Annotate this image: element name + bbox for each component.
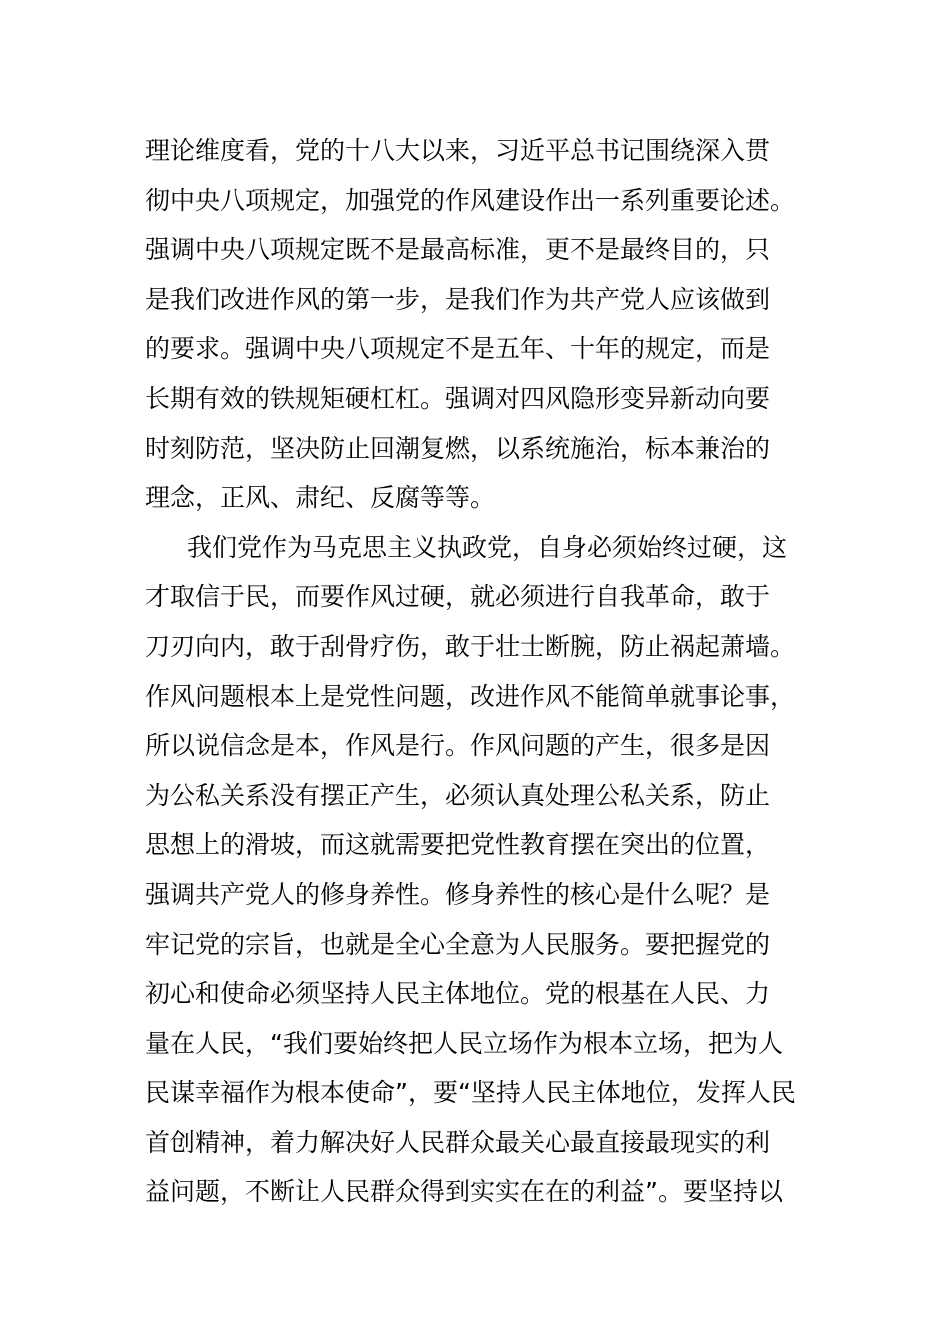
text-line: 理念，正风、肃纪、反腐等等。 bbox=[145, 483, 496, 513]
text-line: 刀刃向内，敢于刮骨疗伤，敢于壮士断腕，防止祸起萧墙。 bbox=[145, 631, 796, 661]
text-line: 强调中央八项规定既不是最高标准，更不是最终目的，只 bbox=[145, 235, 771, 265]
text-line: 强调共产党人的修身养性。修身养性的核心是什么呢？是 bbox=[145, 879, 771, 909]
text-line: 量在人民，“我们要始终把人民立场作为根本立场，把为人 bbox=[145, 1028, 783, 1058]
text-line: 思想上的滑坡，而这就需要把党性教育摆在突出的位置， bbox=[145, 830, 771, 860]
text-line: 长期有效的铁规矩硬杠杠。强调对四风隐形变异新动向要 bbox=[145, 383, 771, 413]
text-line: 牢记党的宗旨，也就是全心全意为人民服务。要把握党的 bbox=[145, 929, 771, 959]
text-line: 彻中央八项规定，加强党的作风建设作出一系列重要论述。 bbox=[145, 185, 796, 215]
text-line: 民谋幸福作为根本使命”，要“坚持人民主体地位，发挥人民 bbox=[145, 1078, 796, 1108]
text-line: 作风问题根本上是党性问题，改进作风不能简单就事论事， bbox=[145, 681, 796, 711]
text-line: 为公私关系没有摆正产生，必须认真处理公私关系，防止 bbox=[145, 780, 771, 810]
text-line: 是我们改进作风的第一步，是我们作为共产党人应该做到 bbox=[145, 284, 771, 314]
text-line: 时刻防范，坚决防止回潮复燃，以系统施治，标本兼治的 bbox=[145, 433, 771, 463]
paragraph-2 bbox=[145, 523, 810, 1217]
text-line: 首创精神，着力解决好人民群众最关心最直接最现实的利 bbox=[145, 1127, 771, 1157]
paragraph-1 bbox=[145, 126, 810, 523]
text-line: 初心和使命必须坚持人民主体地位。党的根基在人民、力 bbox=[145, 979, 771, 1009]
text-line: 所以说信念是本，作风是行。作风问题的产生，很多是因 bbox=[145, 731, 771, 761]
text-line: 理论维度看，党的十八大以来，习近平总书记围绕深入贯 bbox=[145, 136, 771, 165]
text-line: 我们党作为马克思主义执政党，自身必须始终过硬，这 bbox=[187, 532, 788, 562]
text-line: 益问题，不断让人民群众得到实实在在的利益”。要坚持以 bbox=[145, 1177, 783, 1207]
body-text bbox=[145, 126, 810, 1217]
text-line: 才取信于民，而要作风过硬，就必须进行自我革命，敢于 bbox=[145, 582, 771, 612]
text-line: 的要求。强调中央八项规定不是五年、十年的规定，而是 bbox=[145, 334, 771, 364]
